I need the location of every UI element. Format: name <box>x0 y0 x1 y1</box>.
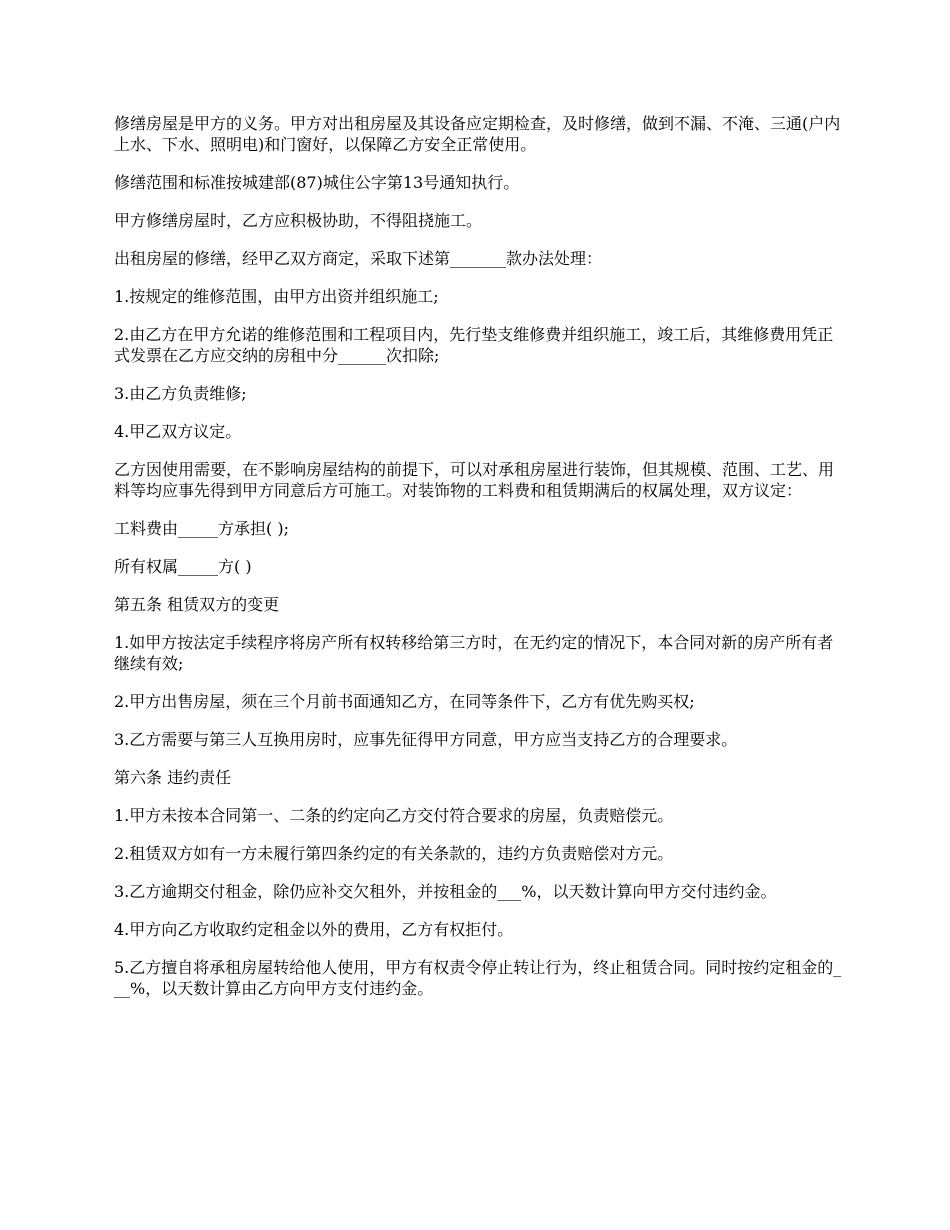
section-heading-article-5: 第五条 租赁双方的变更 <box>114 595 280 614</box>
paragraph-repair-duty: 修缮房屋是甲方的义务。甲方对出租房屋及其设备应定期检查，及时修缮，做到不漏、不淹、三通(户内上水、下水、照明电)和门窗好，以保障乙方安全正常使用。 <box>114 114 841 154</box>
list-item-method-3: 3.由乙方负责维修; <box>114 384 247 403</box>
paragraph-repair-method: 出租房屋的修缮，经甲乙双方商定，采取下述第_______款办法处理： <box>114 249 603 268</box>
list-item-method-4: 4.甲乙双方议定。 <box>114 422 242 441</box>
list-item-breach-4: 4.甲方向乙方收取约定租金以外的费用，乙方有权拒付。 <box>114 920 514 939</box>
list-item-change-2: 2.甲方出售房屋，须在三个月前书面通知乙方，在同等条件下，乙方有优先购买权; <box>114 692 695 711</box>
list-item-breach-2: 2.租赁双方如有一方未履行第四条约定的有关条款的，违约方负责赔偿对方元。 <box>114 844 674 863</box>
section-heading-article-6: 第六条 违约责任 <box>114 768 232 787</box>
list-item-breach-3: 3.乙方逾期交付租金，除仍应补交欠租外，并按租金的___%，以天数计算向甲方交付违约金。 <box>114 882 777 901</box>
list-item-change-1: 1.如甲方按法定手续程序将房产所有权转移给第三方时，在无约定的情况下，本合同对新的房产所有者继续有效; <box>114 633 834 673</box>
paragraph-ownership: 所有权属_____方( ) <box>114 557 252 576</box>
paragraph-material-cost: 工料费由_____方承担( ); <box>114 519 289 538</box>
paragraph-repair-scope: 修缮范围和标准按城建部(87)城住公字第13号通知执行。 <box>114 173 520 192</box>
document-body <box>114 113 842 1016</box>
list-item-change-3: 3.乙方需要与第三人互换用房时，应事先征得甲方同意，甲方应当支持乙方的合理要求。 <box>114 730 738 749</box>
list-item-breach-5: 5.乙方擅自将承租房屋转给他人使用，甲方有权责令停止转让行为，终止租赁合同。同时按约定租金的___%，以天数计算由乙方向甲方支付违约金。 <box>114 958 842 998</box>
paragraph-repair-assist: 甲方修缮房屋时，乙方应积极协助，不得阻挠施工。 <box>114 211 483 230</box>
list-item-method-1: 1.按规定的维修范围，由甲方出资并组织施工; <box>114 287 439 306</box>
list-item-breach-1: 1.甲方未按本合同第一、二条的约定向乙方交付符合要求的房屋，负责赔偿元。 <box>114 806 674 825</box>
list-item-method-2: 2.由乙方在甲方允诺的维修范围和工程项目内，先行垫支维修费并组织施工，竣工后，其维修费用凭正式发票在乙方应交纳的房租中分______次扣除; <box>114 325 834 365</box>
paragraph-decoration: 乙方因使用需要，在不影响房屋结构的前提下，可以对承租房屋进行装饰，但其规模、范围、工艺、用料等均应事先得到甲方同意后方可施工。对装饰物的工料费和租赁期满后的权属处理，双方议定： <box>114 460 835 500</box>
